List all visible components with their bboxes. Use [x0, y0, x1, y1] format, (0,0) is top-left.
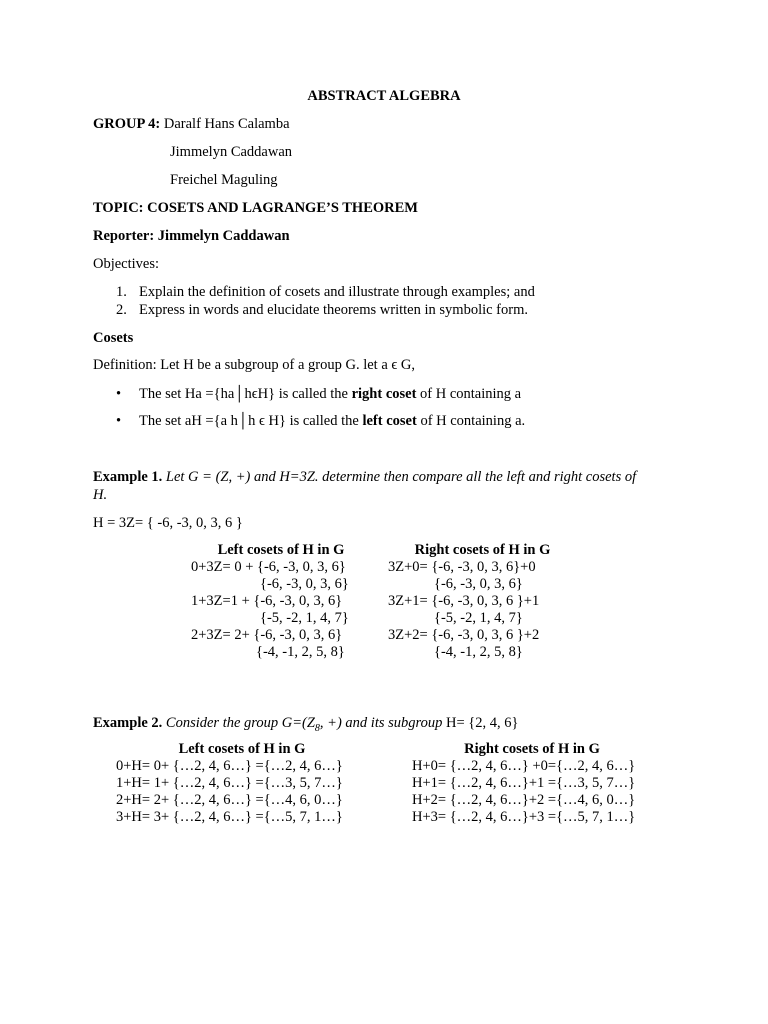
- objective-item: [116, 302, 127, 319]
- ex2-left-row: 2+H= 2+ {…2, 4, 6…} ={…4, 6, 0…}: [116, 792, 343, 808]
- ex1-right-row: 3Z+0= {-6, -3, 0, 3, 6}+0: [388, 559, 536, 575]
- example2-subgroup: H= {2, 4, 6}: [442, 715, 519, 731]
- bullet-left-coset: [116, 413, 121, 430]
- cosets-heading: Cosets: [93, 330, 134, 346]
- objective-text: Express in words and elucidate theorems written in symbolic form.: [139, 302, 528, 318]
- ex2-right-row: H+1= {…2, 4, 6…}+1 ={…3, 5, 7…}: [412, 775, 636, 791]
- bullet-glyph: •: [116, 386, 122, 402]
- topic-line: TOPIC: COSETS AND LAGRANGE’S THEOREM: [93, 200, 418, 216]
- ex1-left-row: 1+3Z=1 + {-6, -3, 0, 3, 6}: [191, 593, 343, 609]
- objective-item: [116, 284, 127, 301]
- example1-text: Let G = (Z, +) and H=3Z. determine then compare all the left and right cosets of: [165, 469, 637, 485]
- example2-text-pre: Consider the group G=(Z: [165, 715, 315, 731]
- right-coset-post: of H containing a: [416, 386, 522, 402]
- bullet-glyph: •: [116, 413, 122, 429]
- ex2-right-row: H+3= {…2, 4, 6…}+3 ={…5, 7, 1…}: [412, 809, 636, 825]
- ex2-left-row: 3+H= 3+ {…2, 4, 6…} ={…5, 7, 1…}: [116, 809, 343, 825]
- group-line: [93, 116, 290, 133]
- ex1-right-row: {-6, -3, 0, 3, 6}: [434, 576, 523, 592]
- objectives-heading: Objectives:: [93, 256, 160, 272]
- ex2-left-header: Left cosets of H in G: [178, 741, 306, 757]
- ex2-right-row: H+2= {…2, 4, 6…}+2 ={…4, 6, 0…}: [412, 792, 636, 808]
- objective-number: 2.: [116, 302, 127, 318]
- example2-label: Example 2.: [93, 715, 163, 731]
- group-label: GROUP 4:: [93, 116, 161, 132]
- ex1-left-row: {-4, -1, 2, 5, 8}: [256, 644, 345, 660]
- ex1-right-row: {-5, -2, 1, 4, 7}: [434, 610, 523, 626]
- example1-h-definition: H = 3Z= { -6, -3, 0, 3, 6 }: [93, 515, 243, 531]
- right-coset-term: right coset: [351, 386, 417, 402]
- example2-text: [165, 715, 443, 734]
- left-coset-post: of H containing a.: [416, 413, 526, 429]
- ex1-right-header: Right cosets of H in G: [414, 542, 551, 558]
- ex1-right-row: 3Z+1= {-6, -3, 0, 3, 6 }+1: [388, 593, 540, 609]
- coset-definition: Definition: Let H be a subgroup of a group G. let a ϵ G,: [93, 357, 415, 373]
- ex1-left-row: 0+3Z= 0 + {-6, -3, 0, 3, 6}: [191, 559, 346, 575]
- objective-number: 1.: [116, 284, 127, 300]
- member-1: Daralf Hans Calamba: [163, 116, 290, 132]
- example2-statement: [93, 715, 518, 732]
- example1-statement: [93, 469, 636, 486]
- ex1-right-row: {-4, -1, 2, 5, 8}: [434, 644, 523, 660]
- ex1-left-row: {-5, -2, 1, 4, 7}: [260, 610, 349, 626]
- member-2: Jimmelyn Caddawan: [170, 144, 293, 160]
- document-title: ABSTRACT ALGEBRA: [307, 88, 461, 104]
- ex1-left-row: 2+3Z= 2+ {-6, -3, 0, 3, 6}: [191, 627, 343, 643]
- right-coset-pre: The set Ha ={ha│hϵH} is called the: [139, 386, 352, 402]
- reporter-line: Reporter: Jimmelyn Caddawan: [93, 228, 290, 244]
- objective-text: Explain the definition of cosets and illustrate through examples; and: [139, 284, 535, 300]
- example1-text-cont: H.: [93, 487, 108, 503]
- example2-subscript: 8: [314, 722, 320, 734]
- left-coset-term: left coset: [362, 413, 417, 429]
- right-coset-definition: [139, 386, 521, 403]
- ex1-left-header: Left cosets of H in G: [217, 542, 345, 558]
- example1-label: Example 1.: [93, 469, 163, 485]
- ex2-right-row: H+0= {…2, 4, 6…} +0={…2, 4, 6…}: [412, 758, 636, 774]
- ex2-left-row: 0+H= 0+ {…2, 4, 6…} ={…2, 4, 6…}: [116, 758, 343, 774]
- bullet-right-coset: [116, 386, 121, 403]
- member-3: Freichel Maguling: [170, 172, 278, 188]
- left-coset-pre: The set aH ={a h│h ϵ H} is called the: [139, 413, 363, 429]
- left-coset-definition: [139, 413, 525, 430]
- ex1-left-row: {-6, -3, 0, 3, 6}: [260, 576, 349, 592]
- example2-text-post: , +) and its subgroup: [319, 715, 443, 731]
- ex2-left-row: 1+H= 1+ {…2, 4, 6…} ={…3, 5, 7…}: [116, 775, 343, 791]
- ex2-right-header: Right cosets of H in G: [464, 741, 600, 757]
- ex1-right-row: 3Z+2= {-6, -3, 0, 3, 6 }+2: [388, 627, 540, 643]
